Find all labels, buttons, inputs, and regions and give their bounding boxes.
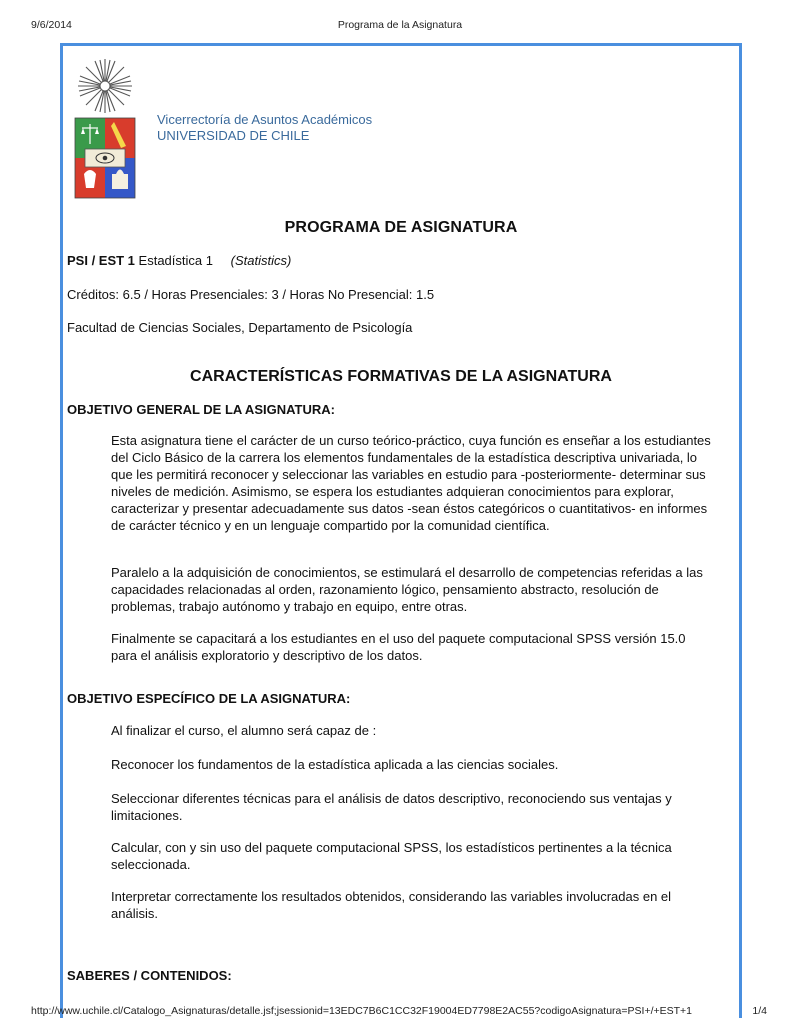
print-footer (0, 998, 800, 1028)
print-date: 9/6/2014 (31, 19, 72, 31)
page-number: 1/4 (752, 1005, 767, 1017)
objetivo-especifico-intro: Al finalizar el curso, el alumno será capaz de : (111, 723, 377, 738)
section-title: CARACTERÍSTICAS FORMATIVAS DE LA ASIGNATURA (190, 368, 612, 385)
vicerrectoria-name: Vicerrectoría de Asuntos Académicos (157, 112, 373, 127)
course-code: PSI / EST 1 (67, 253, 135, 268)
course-name: Estadística 1 (138, 253, 213, 268)
course-line (67, 253, 291, 268)
objetivo-especifico-item-3: Calcular, con y sin uso del paquete computacional SPSS, los estadísticos pertinentes a la técnica seleccionada. (111, 840, 672, 872)
print-url: http://www.uchile.cl/Catalogo_Asignaturas/detalle.jsf;jsessionid=13EDC7B6C1CC32F19004ED7798E2AC55?codigoAsignatura=PSI+/+EST+1 (31, 1005, 693, 1017)
objetivo-general-heading: OBJETIVO GENERAL DE LA ASIGNATURA: (67, 402, 335, 417)
objetivo-general-paragraph-1: Esta asignatura tiene el carácter de un curso teórico-práctico, cuya función es enseñar a los estudiantes del Ciclo Básico de la carrera los elementos fundamentales de la estadística descriptiva univariada, lo que les permitirá reconocer y seleccionar las variables en estudio para -posteriormente- determinar sus niveles de medición. Asimismo, se espera los estudiantes adquieran conocimientos para explorar, caracterizar y presentar adecuadamente sus datos -sean éstos categóricos o cuantitativos- en informes de carácter técnico y en un lenguaje compartido por la comunidad científica. (111, 433, 711, 533)
objetivo-especifico-item-2: Seleccionar diferentes técnicas para el análisis de datos descriptivo, reconociendo sus ventajas y limitaciones. (111, 791, 672, 823)
objetivo-general-paragraph-3: Finalmente se capacitará a los estudiantes en el uso del paquete computacional SPSS versión 15.0 para el análisis exploratorio y descriptivo de los datos. (111, 631, 686, 663)
objetivo-especifico-item-1: Reconocer los fundamentos de la estadística aplicada a las ciencias sociales. (111, 757, 559, 772)
objetivo-especifico-heading: OBJETIVO ESPECÍFICO DE LA ASIGNATURA: (67, 691, 351, 706)
objetivo-general-paragraph-2: Paralelo a la adquisición de conocimientos, se estimulará el desarrollo de competencias referidas a las capacidades relacionadas al orden, razonamiento lógico, pensamiento abstracto, resolución de problemas, trabajo autónomo y trabajo en equipo, entre otras. (111, 565, 703, 614)
page-frame (60, 43, 742, 1018)
saberes-heading: SABERES / CONTENIDOS: (67, 968, 232, 983)
university-name: UNIVERSIDAD DE CHILE (157, 128, 310, 143)
page-title: PROGRAMA DE ASIGNATURA (284, 219, 518, 236)
course-english-name: (Statistics) (230, 253, 292, 268)
print-page-title: Programa de la Asignatura (337, 19, 463, 31)
universidad-de-chile-crest-logo (71, 56, 139, 206)
organization-block (157, 112, 372, 144)
print-header (0, 0, 800, 34)
credits-line: Créditos: 6.5 / Horas Presenciales: 3 / Horas No Presencial: 1.5 (67, 287, 435, 302)
objetivo-especifico-item-4: Interpretar correctamente los resultados obtenidos, considerando las variables involucradas en el análisis. (111, 889, 672, 921)
faculty-line: Facultad de Ciencias Sociales, Departamento de Psicología (67, 320, 413, 335)
